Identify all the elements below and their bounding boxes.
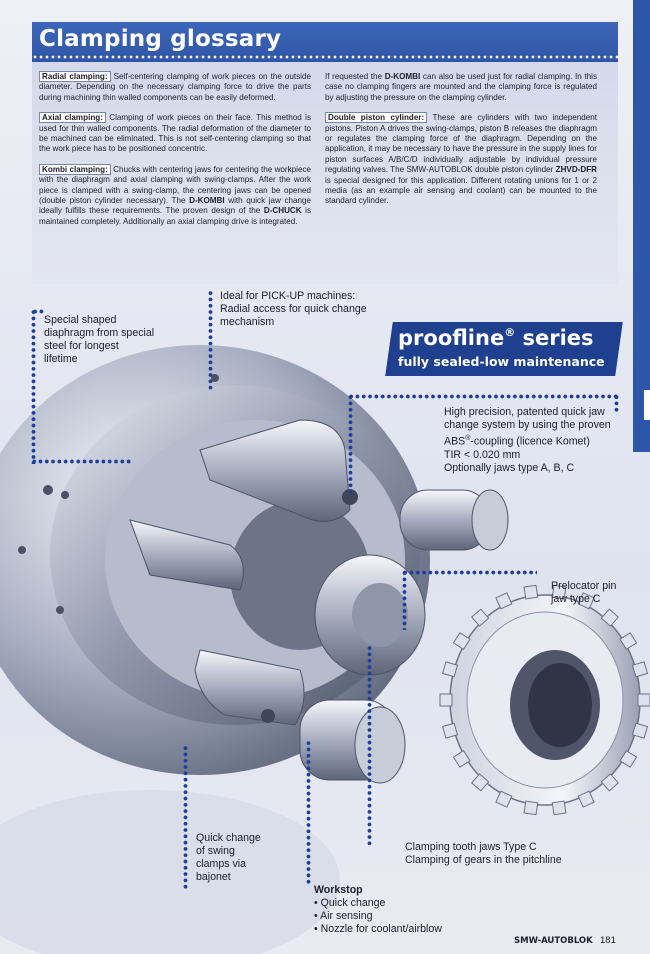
jaw-cylinder-end <box>472 490 508 550</box>
callout-line: Clamping tooth jaws Type C <box>405 841 537 853</box>
proofline-tagline: fully sealed-low maintenance <box>398 354 605 369</box>
gear-tooth <box>440 694 452 706</box>
callout-prelocator <box>551 580 616 606</box>
glossary-column-right <box>325 72 597 217</box>
leader-line <box>402 570 407 630</box>
proofline-brand <box>398 326 594 350</box>
callout-line: Prelocator pin <box>551 580 617 592</box>
glossary-entry-radial <box>39 72 311 103</box>
callout-line: clamps via <box>196 858 247 870</box>
swing-clamp-pivot <box>261 709 275 723</box>
glossary-definition: These are cylinders with two independent pistons. Piston A drives the swing-clamps, piston B releases the diaphragm or regulates the clamping force of the diaphragm. Depending on the application, it may be necessary to have the pressure in the supply lines for piston surfaces A/B/C/D individually adjustable by individual pressure regulating valves. The SMW-AUTOBLOK double piston cylinder <box>325 113 598 175</box>
rim-hole <box>18 546 26 554</box>
callout-pickup <box>220 290 367 329</box>
glossary-paragraph-kombi-radial <box>325 72 597 103</box>
callout-line: jaw type C <box>551 593 601 605</box>
product-name: D-CHUCK <box>263 206 302 216</box>
glossary-definition: Chucks with centering jaws for centering the workpiece with the diaphragm and axial clamping with swing-clamps. After the work piece is clamped with a swing-clamp, the centering jaws can be opened (double piston cylinder necessary). The <box>39 164 312 206</box>
glossary-text: If requested the <box>325 72 383 81</box>
gear-tooth <box>524 801 538 815</box>
gear-tooth <box>524 585 538 599</box>
leader-line <box>208 290 213 390</box>
callout-line: lifetime <box>44 353 78 365</box>
glossary-term: Radial clamping: <box>39 71 111 82</box>
rim-hole <box>56 606 64 614</box>
proofline-name: proofline <box>398 326 505 350</box>
center-boss-face <box>352 583 408 647</box>
callout-line: High precision, patented quick jaw <box>444 406 605 418</box>
callout-jaw-change <box>444 406 611 475</box>
callout-workstop <box>314 884 442 936</box>
title-dotted-rule <box>32 55 618 59</box>
callout-text: -coupling (licence Komet) <box>470 435 590 448</box>
callout-line: Ideal for PICK-UP machines: <box>220 290 356 302</box>
page-title: Clamping glossary <box>39 26 282 52</box>
callout-line: Optionally jaws type A, B, C <box>444 461 575 474</box>
gear-tooth <box>638 694 650 706</box>
callout-line: of swing <box>196 845 235 857</box>
gear-tooth <box>633 723 648 738</box>
callout-text: ABS <box>444 435 466 448</box>
title-bar <box>32 22 618 62</box>
leader-line <box>348 394 620 399</box>
callout-swing-clamps <box>196 832 261 884</box>
glossary-term: Axial clamping: <box>39 112 106 123</box>
glossary-entry-kombi <box>39 165 311 227</box>
glossary-term: Double piston cylinder: <box>325 112 427 123</box>
callout-diaphragm <box>44 314 154 366</box>
glossary-definition: is maintained completely. Additionally an axial clamping drive is integrated. <box>39 206 312 226</box>
callout-line: Radial access for quick change <box>220 303 367 315</box>
glossary-text: can also be used just for radial clamping. In this case no clamping fingers are mounted and the clamping force is regulated by adjusting the pressure on the clamping cylinder. <box>325 72 598 102</box>
rim-hole <box>43 485 53 495</box>
callout-line: Clamping of gears in the pitchline <box>405 854 562 866</box>
leader-line <box>348 394 353 494</box>
callout-line: mechanism <box>220 316 275 328</box>
callout-line: change system by using the proven <box>444 419 611 431</box>
glossary-entry-axial <box>39 113 311 155</box>
background-ring-shadow <box>0 790 340 954</box>
rim-hole <box>61 491 69 499</box>
callout-list-item: • Nozzle for coolant/airblow <box>314 923 442 935</box>
callout-line: bajonet <box>196 871 231 883</box>
registered-mark: ® <box>465 435 471 442</box>
callout-line: Quick change <box>196 832 261 844</box>
leader-line <box>306 740 311 885</box>
gear-tooth <box>552 801 566 815</box>
glossary-term: Kombi clamping: <box>39 164 111 175</box>
callout-title: Workstop <box>314 884 363 896</box>
leader-line <box>614 394 619 414</box>
glossary-definition: Clamping of work pieces on their face. This method is used for thin walled components. The radial deformation of the diameter to be machined can be eliminated. This is not self-centering clamping so that the work piece has to be positioned concentric. <box>39 113 311 154</box>
callout-line: diaphragm from special <box>44 327 155 339</box>
jaw-cylinder-end <box>355 707 405 783</box>
glossary-definition: is special designed for this application. Different rotating unions for 1 or 2 media (as an example air sensing and coolant) can be mounted to the standard cylinder. <box>325 175 597 206</box>
leader-line <box>367 645 372 845</box>
registered-mark: ® <box>504 326 516 339</box>
leader-line <box>402 570 537 575</box>
callout-line: Special shaped <box>44 314 117 326</box>
gear-tooth <box>443 723 458 738</box>
footer-brand: SMW-AUTOBLOK <box>514 936 593 946</box>
callout-line: steel for longest <box>44 340 119 352</box>
glossary-entry-double-piston <box>325 113 597 207</box>
glossary-definition: Self-centering clamping of work pieces on the outside diameter. Depending on the necessary clamping force to drive the parts during machining thin walled components can be easily deformed. <box>39 72 311 102</box>
callout-line: TIR < 0.020 mm <box>444 448 521 461</box>
gear-workpiece <box>450 595 640 805</box>
leader-line <box>31 309 36 464</box>
glossary-panel <box>32 22 618 284</box>
product-name: D-KOMBI <box>384 72 421 81</box>
gear-tooth <box>633 662 648 677</box>
callout-line <box>444 432 611 449</box>
glossary-column-left <box>39 72 311 237</box>
leader-line <box>183 745 188 890</box>
callout-list-item: • Quick change <box>314 897 386 909</box>
leader-line <box>31 459 131 464</box>
product-name: D-KOMBI <box>189 196 225 206</box>
proofline-series: series <box>515 326 594 350</box>
gear-tooth <box>443 662 458 677</box>
page-number: 181 <box>600 935 616 946</box>
callout-tooth-jaws <box>405 841 562 867</box>
callout-list-item: • Air sensing <box>314 910 373 922</box>
product-name: ZHVD-DFR <box>555 165 597 175</box>
glossary-definition: with quick jaw change ideally fulfills these requirements. The proven design of the <box>39 196 312 216</box>
